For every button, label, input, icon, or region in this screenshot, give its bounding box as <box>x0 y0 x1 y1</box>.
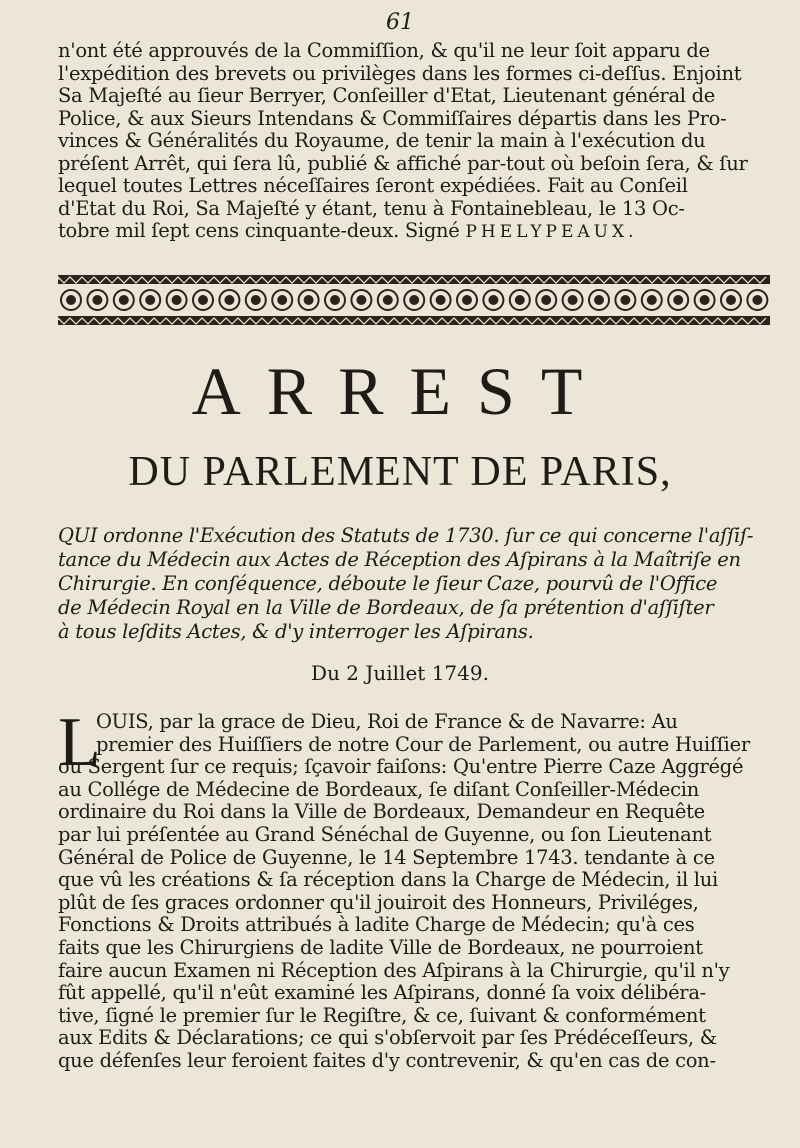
text-line: plût de ſes graces ordonner qu'il jouiroit des Honneurs, Priviléges, <box>58 891 699 914</box>
summary-line: de Médecin Royal en la Ville de Bordeaux, de ſa prétention d'aſſiſter <box>58 596 714 619</box>
page-number: 61 <box>386 10 414 35</box>
text-line-with-signature <box>58 220 770 244</box>
summary-line: tance du Médecin aux Actes de Réception des Aſpirans à la Maîtriſe en <box>58 548 741 571</box>
signatory-name: PHELYPEAUX. <box>465 222 638 242</box>
text-line: que défenſes leur feroient faites d'y contrevenir, & qu'en cas de con- <box>58 1049 716 1072</box>
decree-summary <box>58 524 770 644</box>
decree-date: Du 2 Juillet 1749. <box>311 661 489 685</box>
text-line: n'ont été approuvés de la Commiſſion, & qu'il ne leur ſoit apparu de <box>58 40 710 62</box>
summary-line: Chirurgie. En conſéquence, déboute le ſieur Caze, pourvû de l'Office <box>58 572 718 595</box>
drop-cap: L <box>58 704 101 781</box>
document-title: ARREST <box>191 353 609 429</box>
text-line: tobre mil ſept cens cinquante-deux. Signé <box>58 220 460 242</box>
text-line: par lui préſentée au Grand Sénéchal de Guyenne, ou ſon Lieutenant <box>58 823 712 846</box>
text-line: que vû les créations & ſa réception dans la Charge de Médecin, il lui <box>58 869 718 892</box>
text-line: d'Etat du Roi, Sa Majeſté y étant, tenu à Fontainebleau, le 13 Oc- <box>58 197 685 220</box>
text-line: premier des Huiſſiers de notre Cour de Parlement, ou autre Huiſſier <box>96 733 750 756</box>
text-line: tive, ſigné le premier ſur le Regiſtre, & ce, ſuivant & conformément <box>58 1004 706 1027</box>
text-line: Sa Majeſté au ſieur Berryer, Conſeiller d'Etat, Lieutenant général de <box>58 85 716 107</box>
text-line: Fonctions & Droits attribués à ladite Charge de Médecin; qu'à ces <box>58 914 695 937</box>
text-line: préſent Arrêt, qui ſera lû, publié & affiché par-tout où beſoin ſera, & ſur <box>58 152 748 175</box>
text-line: faits que les Chirurgiens de ladite Ville de Bordeaux, ne pourroient <box>58 936 703 959</box>
text-line: ou Sergent ſur ce requis; ſçavoir faiſons: Qu'entre Pierre Caze Aggrégé <box>58 756 744 779</box>
text-line: OUIS, par la grace de Dieu, Roi de France & de Navarre: Au <box>96 711 678 733</box>
text-line: au Collége de Médecine de Bordeaux, ſe diſant Conſeiller-Médecin <box>58 778 699 801</box>
text-line: Général de Police de Guyenne, le 14 Septembre 1743. tendante à ce <box>58 846 715 869</box>
text-line: faire aucun Examen ni Réception des Aſpirans à la Chirurgie, qu'il n'y <box>58 959 730 982</box>
text-line: Police, & aux Sieurs Intendans & Commiſſaires départis dans les Pro- <box>58 107 727 130</box>
summary-line: QUI ordonne l'Exécution des Statuts de 1730. ſur ce qui concerne l'aſſiſ- <box>58 524 754 547</box>
document-subtitle: DU PARLEMENT DE PARIS, <box>128 449 672 495</box>
text-line: ordinaire du Roi dans la Ville de Bordeaux, Demandeur en Requête <box>58 801 705 824</box>
text-line: fût appellé, qu'il n'eût examiné les Aſpirans, donné ſa voix délibéra- <box>58 982 706 1005</box>
text-line: vinces & Généralités du Royaume, de tenir la main à l'exécution du <box>58 130 706 152</box>
summary-line: à tous leſdits Actes, & d'y interroger les Aſpirans. <box>58 620 534 643</box>
text-line: lequel toutes Lettres néceſſaires ſeront expédiées. Fait au Conſeil <box>58 175 688 197</box>
text-line: l'expédition des brevets ou privilèges dans les formes ci-deſſus. Enjoint <box>58 62 742 85</box>
decree-body-paragraph <box>58 704 770 1073</box>
text-line: aux Edits & Déclarations; ce qui s'obſervoit par ſes Prédéceſſeurs, & <box>58 1027 717 1050</box>
previous-decree-paragraph <box>58 40 770 244</box>
typographic-ornament-band-icon <box>58 273 770 327</box>
